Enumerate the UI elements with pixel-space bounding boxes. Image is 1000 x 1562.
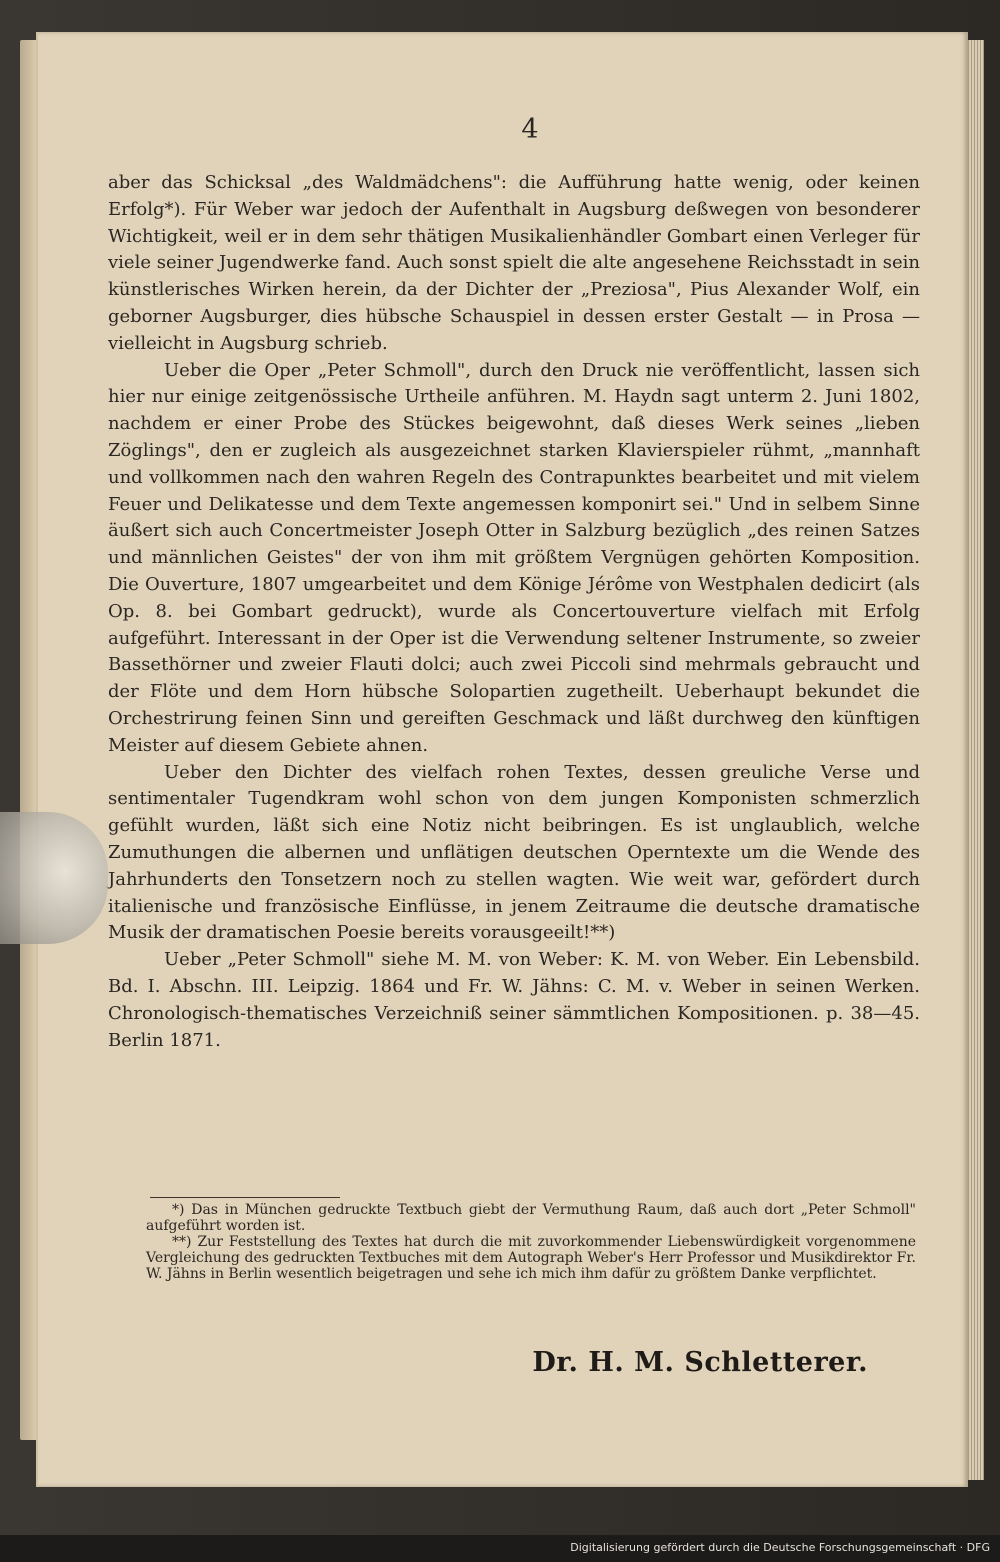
footer-credit: Digitalisierung gefördert durch die Deutsche Forschungsgemeinschaft · DFG: [570, 1541, 990, 1554]
footnote: *) Das in München gedruckte Textbuch giebt der Vermuthung Raum, daß auch dort „Peter Schmoll" aufgeführt worden ist.: [146, 1202, 916, 1234]
page-stack-edge: [966, 40, 984, 1480]
footnotes: [146, 1202, 916, 1282]
footnote: **) Zur Feststellung des Textes hat durch die mit zuvorkommender Liebenswürdigkeit vorgenommene Vergleichung des gedruckten Textbuches mit dem Autograph Weber's Herr Professor und Musikdirektor Fr. W. Jähns in Berlin wesentlich beigetragen und sehe ich mich ihm dafür zu größtem Danke verpflichtet.: [146, 1234, 916, 1282]
main-text: [108, 170, 920, 1054]
footnote-divider: [150, 1197, 340, 1198]
paragraph: Ueber die Oper „Peter Schmoll", durch den Druck nie veröffentlicht, lassen sich hier nur einige zeitgenössische Urtheile anführen. M. Haydn sagt unterm 2. Juni 1802, nachdem er einer Probe des Stückes beigewohnt, daß dieses Werk seines „lieben Zöglings", den er zugleich als ausgezeichnet starken Klavierspieler rühmt, „mannhaft und vollkommen nach den wahren Regeln des Contrapunktes bearbeitet und mit vielem Feuer und Delikatesse und dem Texte angemessen komponirt sei." Und in selbem Sinne äußert sich auch Concertmeister Joseph Otter in Salzburg bezüglich „des reinen Satzes und männlichen Geistes" der von ihm mit größtem Vergnügen gehörten Komposition. Die Ouverture, 1807 umgearbeitet und dem Könige Jérôme von Westphalen dedicirt (als Op. 8. bei Gombart gedruckt), wurde als Concertouverture vielfach mit Erfolg aufgeführt. Interessant in der Oper ist die Verwendung seltener Instrumente, so zweier Bassethörner und zweier Flauti dolci; auch zwei Piccoli sind mehrmals gebraucht und der Flöte und dem Horn hübsche Solopartien zugetheilt. Ueberhaupt bekundet die Orchestrirung feinen Sinn und gereiften Geschmack und läßt durchweg den künftigen Meister auf diesem Gebiete ahnen.: [108, 359, 920, 756]
paragraph: Ueber „Peter Schmoll" siehe M. M. von Weber: K. M. von Weber. Ein Lebensbild. Bd. I. Abschn. III. Leipzig. 1864 und Fr. W. Jähns: C. M. v. Weber in seinen Werken. Chronologisch-thematisches Verzeichniß seiner sämmtlichen Kompositionen. p. 38—45. Berlin 1871.: [108, 949, 920, 1051]
author-signature: Dr. H. M. Schletterer.: [532, 1347, 868, 1378]
scanner-clip: [0, 812, 108, 944]
paragraph: Ueber den Dichter des vielfach rohen Textes, dessen greuliche Verse und sentimentaler Tugendkram wohl schon von dem jungen Komponisten schmerzlich gefühlt wurden, läßt sich eine Notiz nicht beibringen. Es ist unglaublich, welche Zumuthungen die albernen und unflätigen deutschen Operntexte um die Wende des Jahrhunderts den Tonsetzern noch zu stellen wagten. Wie weit war, gefördert durch italienische und französische Einflüsse, in jenem Zeitraume die deutsche dramatische Musik der dramatischen Poesie bereits vorausgeeilt!**): [108, 761, 920, 944]
page-number: 4: [521, 114, 539, 145]
paragraph: aber das Schicksal „des Waldmädchens": die Aufführung hatte wenig, oder keinen Erfolg*). Für Weber war jedoch der Aufenthalt in Augsburg deßwegen von besonderer Wichtigkeit, weil er in dem sehr thätigen Musikalienhändler Gombart einen Verleger für viele seiner Jugendwerke fand. Auch sonst spielt die alte angesehene Reichsstadt in sein künstlerisches Wirken herein, da der Dichter der „Preziosa", Pius Alexander Wolf, ein geborner Augsburger, dies hübsche Schauspiel in dessen erster Gestalt — in Prosa — vielleicht in Augsburg schrieb.: [108, 172, 920, 354]
